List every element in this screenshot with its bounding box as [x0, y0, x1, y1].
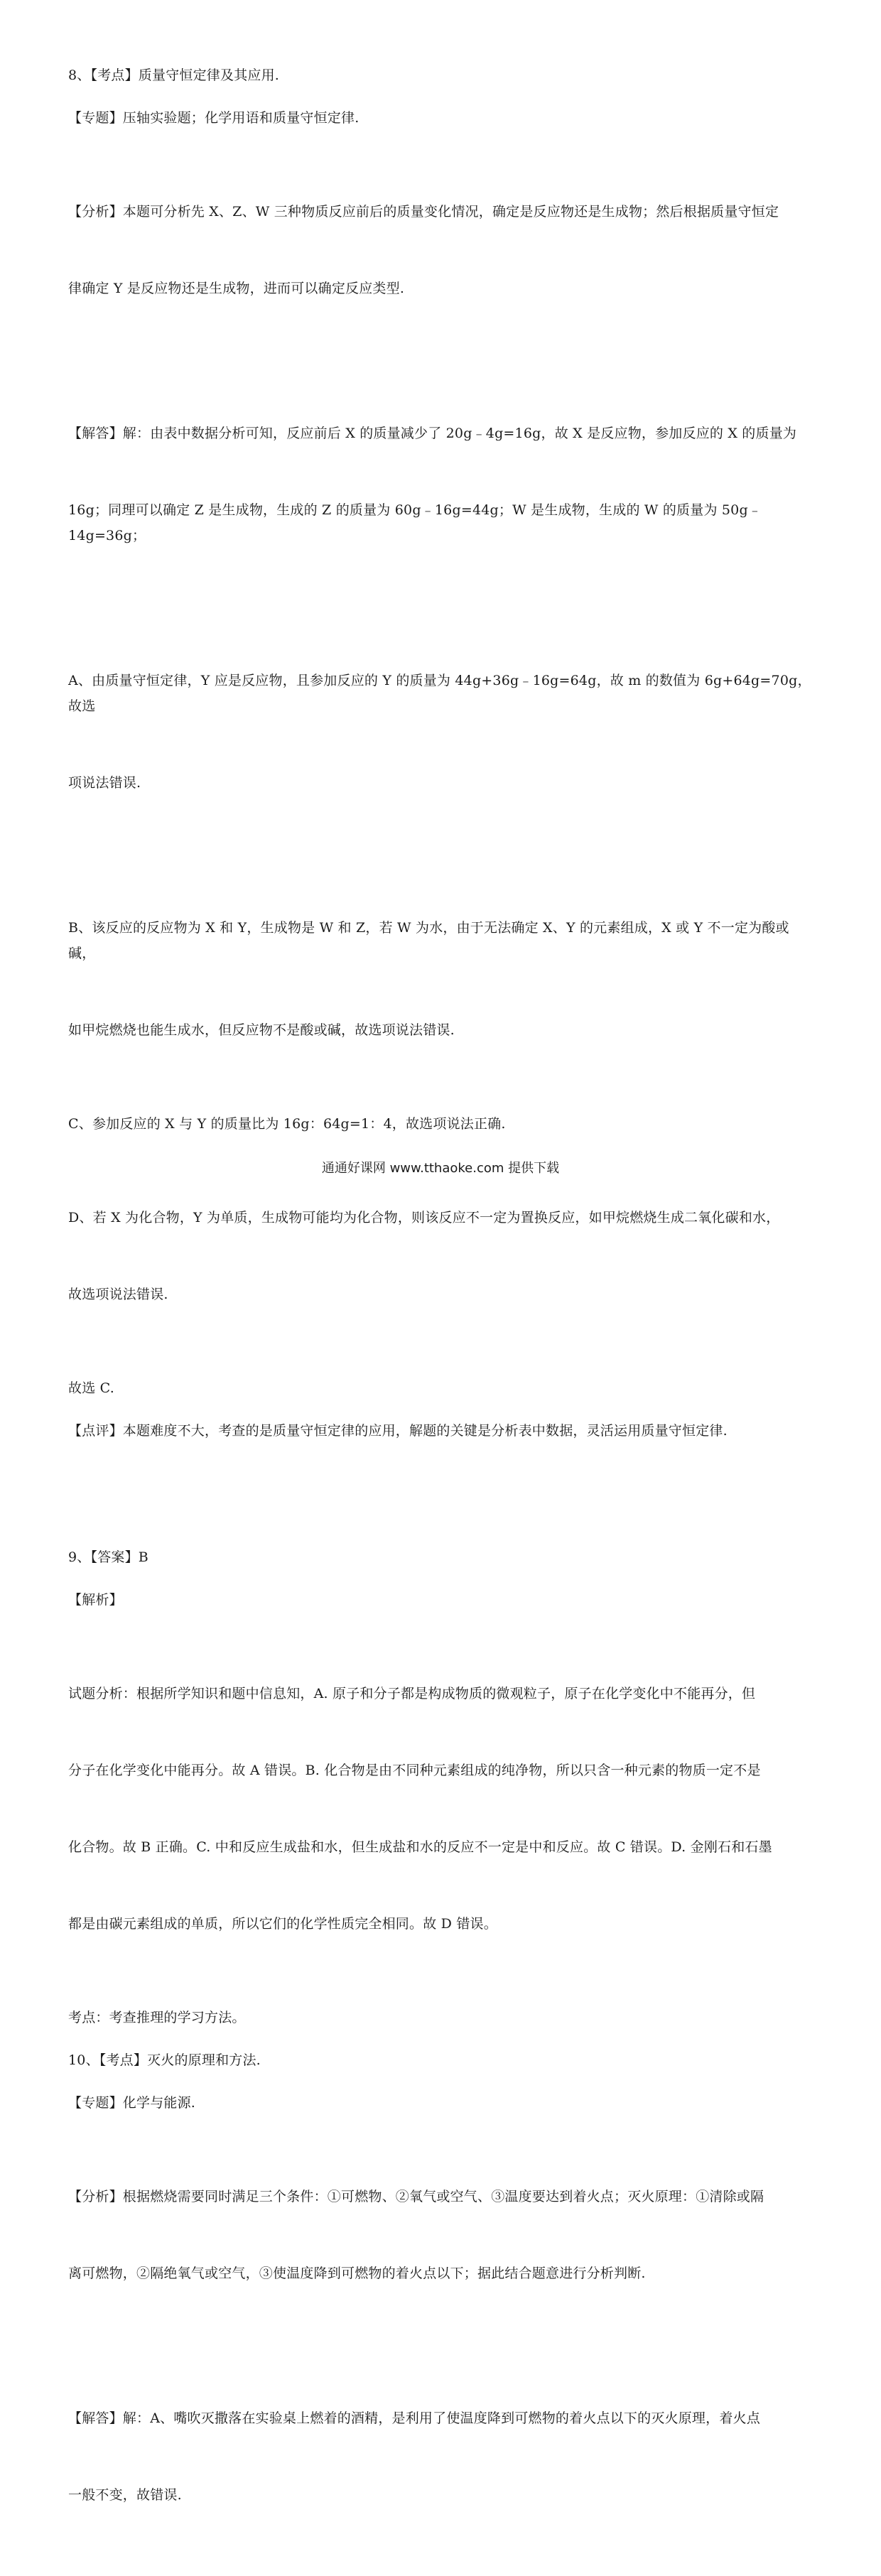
page-footer: 通通好课网 www.tthaoke.com 提供下载	[321, 1161, 560, 1176]
q8-zhuanti: 【专题】压轴实验题；化学用语和质量守恒定律.	[68, 110, 360, 126]
q9-analysis	[68, 1630, 816, 1988]
q9-answer: 9、【答案】B	[68, 1549, 148, 1565]
q8-jieda-line-1: 【解答】解：由表中数据分析可知，反应前后 X 的质量减少了 20g﹣4g=16g，故 X 是反应物，参加反应的 X 的质量为	[68, 426, 797, 441]
q10-fenxi-line-2: 离可燃物，②隔绝氧气或空气，③使温度降到可燃物的着火点以下；据此结合题意进行分析判断.	[68, 2266, 646, 2281]
q8-option-a-line-2: 项说法错误.	[68, 775, 141, 791]
q8-option-d-line-1: D、若 X 为化合物，Y 为单质，生成物可能均为化合物，则该反应不一定为置换反应，如甲烷燃烧生成二氧化碳和水，	[68, 1210, 780, 1225]
q8-fenxi	[68, 148, 816, 352]
q10-jieda-line-1: 【解答】解：A、嘴吹灭撒落在实验桌上燃着的酒精，是利用了使温度降到可燃物的着火点以下的灭火原理，着火点	[68, 2410, 760, 2426]
q10-jieda	[68, 2354, 816, 2559]
q9-jiexi-heading: 【解析】	[68, 1592, 123, 1608]
q8-option-c: C、参加反应的 X 与 Y 的质量比为 16g：64g=1：4，故选项说法正确.	[68, 1116, 506, 1132]
q8-fenxi-line-2: 律确定 Y 是反应物还是生成物，进而可以确定反应类型.	[68, 281, 405, 296]
q10-jieda-line-2: 一般不变，故错误.	[68, 2487, 182, 2503]
q10-zhuanti: 【专题】化学与能源.	[68, 2095, 196, 2111]
document-body	[68, 63, 816, 2576]
q9-analysis-line-1: 试题分析：根据所学知识和题中信息知，A. 原子和分子都是构成物质的微观粒子，原子在化学变化中不能再分，但	[68, 1686, 756, 1701]
q8-option-a	[68, 617, 816, 847]
q8-option-b-line-2: 如甲烷燃烧也能生成水，但反应物不是酸或碱，故选项说法错误.	[68, 1022, 455, 1038]
q8-option-d	[68, 1154, 816, 1358]
q9-kaodian: 考点：考查推理的学习方法。	[68, 2010, 246, 2025]
q8-answer: 故选 C.	[68, 1380, 114, 1396]
q8-option-a-line-1: A、由质量守恒定律，Y 应是反应物，且参加反应的 Y 的质量为 44g+36g﹣16g=64g，故 m 的数值为 6g+64g=70g，故选	[68, 673, 811, 714]
section-gap	[68, 1461, 816, 1544]
q10-fenxi-line-1: 【分析】根据燃烧需要同时满足三个条件：①可燃物、②氧气或空气、③温度要达到着火点；灭火原理：①清除或隔	[68, 2189, 764, 2204]
q8-option-b	[68, 864, 816, 1094]
q10-fenxi	[68, 2133, 816, 2337]
q8-jieda-line-2: 16g；同理可以确定 Z 是生成物，生成的 Z 的质量为 60g﹣16g=44g；W 是生成物，生成的 W 的质量为 50g﹣14g=36g；	[68, 502, 762, 543]
q8-option-d-line-2: 故选项说法错误.	[68, 1287, 168, 1302]
q9-analysis-line-2: 分子在化学变化中能再分。故 A 错误。B. 化合物是由不同种元素组成的纯净物，所以只含一种元素的物质一定不是	[68, 1763, 761, 1778]
q9-analysis-line-3: 化合物。故 B 正确。C. 中和反应生成盐和水，但生成盐和水的反应不一定是中和反应。故 C 错误。D. 金刚石和石墨	[68, 1839, 772, 1855]
q8-jieda	[68, 369, 816, 600]
q10-kaodian: 10、【考点】灭火的原理和方法.	[68, 2052, 261, 2068]
q8-dianping: 【点评】本题难度不大，考查的是质量守恒定律的应用，解题的关键是分析表中数据，灵活运用质量守恒定律.	[68, 1423, 728, 1439]
q8-kaodian: 8、【考点】质量守恒定律及其应用.	[68, 67, 280, 83]
q8-option-b-line-1: B、该反应的反应物为 X 和 Y，生成物是 W 和 Z，若 W 为水，由于无法确定 X、Y 的元素组成，X 或 Y 不一定为酸或碱，	[68, 920, 789, 961]
q8-fenxi-line-1: 【分析】本题可分析先 X、Z、W 三种物质反应前后的质量变化情况，确定是反应物还是生成物；然后根据质量守恒定	[68, 204, 779, 220]
q9-analysis-line-4: 都是由碳元素组成的单质，所以它们的化学性质完全相同。故 D 错误。	[68, 1916, 497, 1932]
